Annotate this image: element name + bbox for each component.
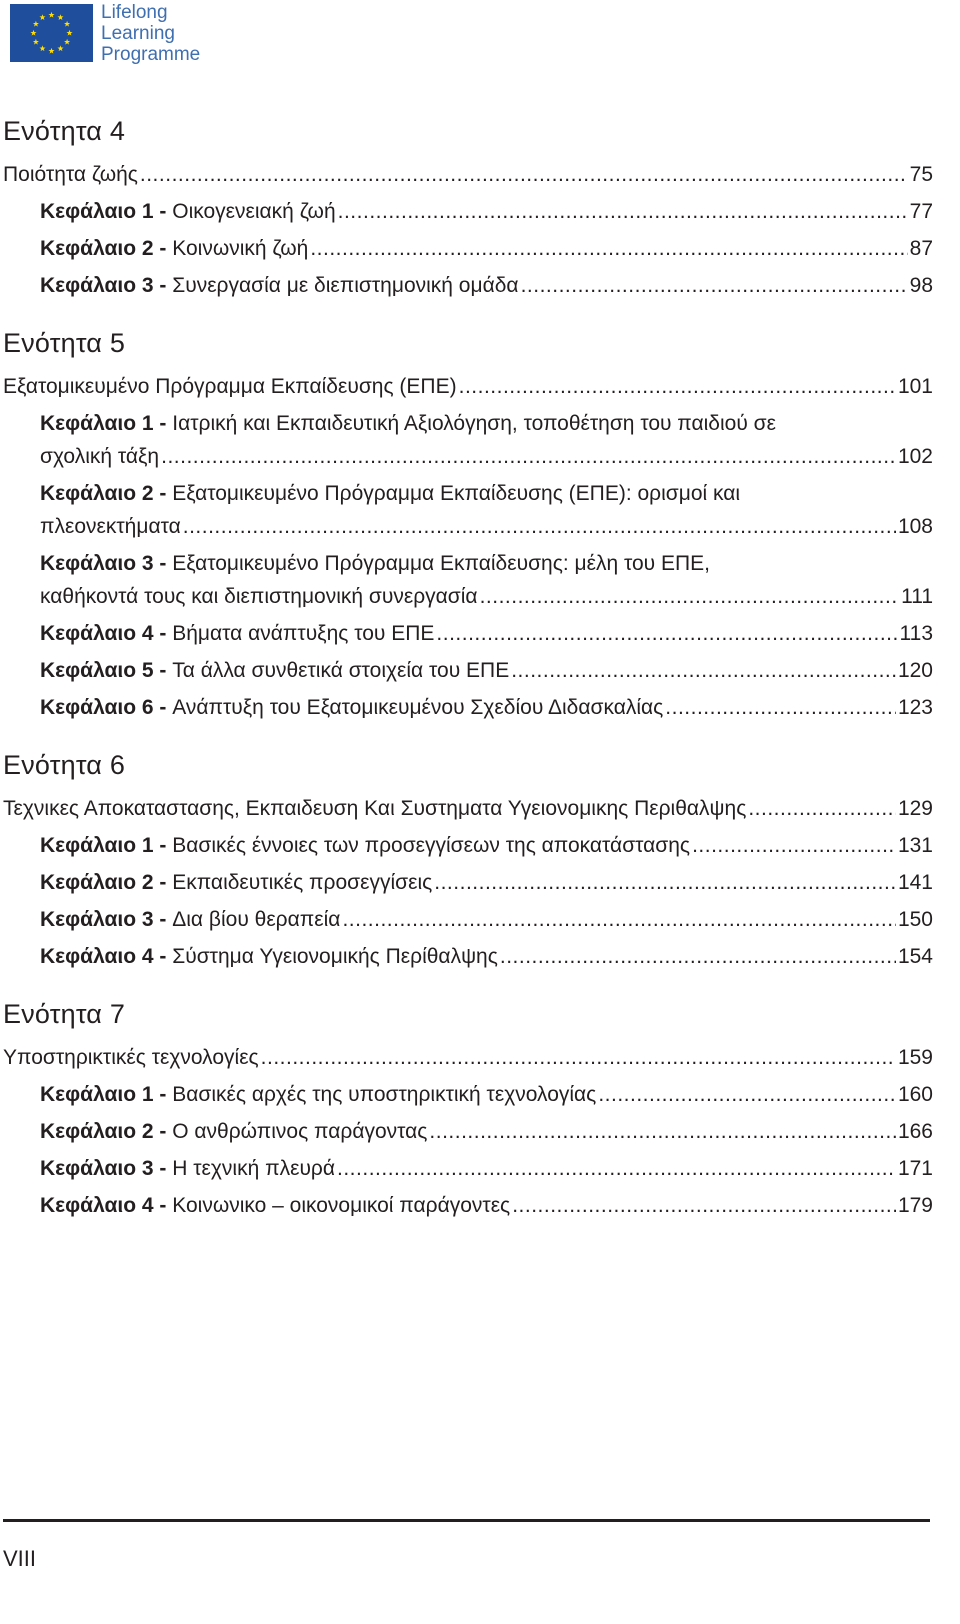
page-reference: 77 bbox=[909, 200, 933, 223]
entry-title: πλεονεκτήματα bbox=[40, 515, 181, 538]
section-title: Ενότητα 6 bbox=[3, 750, 126, 780]
toc-chapter-entry[interactable] bbox=[3, 269, 933, 302]
chapter-label: Κεφάλαιο 2 - bbox=[40, 871, 173, 894]
entry-title: Τα άλλα συνθετικά στοιχεία του ΕΠΕ bbox=[172, 659, 510, 682]
chapter-label: Κεφάλαιο 1 - bbox=[40, 412, 173, 435]
toc-chapter-entry[interactable] bbox=[3, 195, 933, 228]
lifelong-learning-logo bbox=[10, 4, 220, 66]
entry-title: Βήματα ανάπτυξης του ΕΠΕ bbox=[172, 622, 435, 645]
chapter-label: Κεφάλαιο 4 - bbox=[40, 1194, 173, 1217]
dot-leader bbox=[521, 269, 908, 302]
flag-star-icon bbox=[48, 12, 54, 18]
toc-unit-entry[interactable] bbox=[3, 370, 933, 403]
toc-unit-entry[interactable] bbox=[3, 158, 933, 191]
dot-leader bbox=[665, 691, 896, 724]
section-title: Ενότητα 5 bbox=[3, 328, 126, 358]
dot-leader bbox=[692, 829, 896, 862]
flag-star-icon bbox=[57, 45, 63, 51]
flag-star-icon bbox=[64, 39, 70, 45]
flag-star-icon bbox=[48, 48, 54, 54]
chapter-label: Κεφάλαιο 1 - bbox=[40, 200, 173, 223]
toc-chapter-entry[interactable] bbox=[3, 477, 933, 543]
toc-chapter-entry[interactable] bbox=[3, 617, 933, 650]
toc-chapter-entry[interactable] bbox=[3, 1152, 933, 1185]
entry-title: Υποστηρικτικές τεχνολογίες bbox=[3, 1046, 259, 1069]
page-reference: 120 bbox=[897, 659, 933, 682]
toc-chapter-entry[interactable] bbox=[3, 1078, 933, 1111]
dot-leader bbox=[183, 510, 896, 543]
page-reference: 159 bbox=[897, 1046, 933, 1069]
entry-title: Συνεργασία με διεπιστημονική ομάδα bbox=[172, 274, 519, 297]
flag-star-icon bbox=[66, 30, 72, 36]
page-reference: 154 bbox=[897, 945, 933, 968]
dot-leader bbox=[480, 580, 900, 613]
dot-leader bbox=[748, 792, 896, 825]
toc-chapter-entry[interactable] bbox=[3, 829, 933, 862]
entry-title: Ο ανθρώπινος παράγοντας bbox=[172, 1120, 428, 1143]
chapter-label: Κεφάλαιο 2 - bbox=[40, 237, 173, 260]
toc-chapter-entry[interactable] bbox=[3, 232, 933, 265]
dot-leader bbox=[140, 158, 908, 191]
page-reference: 166 bbox=[897, 1120, 933, 1143]
page-reference: 111 bbox=[901, 585, 933, 608]
flag-star-icon bbox=[64, 21, 70, 27]
entry-title: Εξατομικευμένο Πρόγραμμα Εκπαίδευσης (ΕΠΕ) bbox=[3, 375, 457, 398]
table-of-contents bbox=[3, 108, 933, 1240]
entry-title-line-1: Εξατομικευμένο Πρόγραμμα Εκπαίδευσης (ΕΠΕ): ορισμοί και bbox=[172, 482, 741, 505]
eu-flag-icon bbox=[10, 4, 93, 62]
page-reference: 150 bbox=[897, 908, 933, 931]
toc-chapter-entry[interactable] bbox=[3, 691, 933, 724]
toc-section bbox=[3, 742, 933, 991]
dot-leader bbox=[337, 1152, 896, 1185]
page-reference: 98 bbox=[909, 274, 933, 297]
chapter-label: Κεφάλαιο 2 - bbox=[40, 1120, 173, 1143]
programme-line-1: Lifelong bbox=[101, 2, 168, 23]
flag-star-icon bbox=[33, 39, 39, 45]
entry-title: Ποιότητα ζωής bbox=[3, 163, 138, 186]
dot-leader bbox=[310, 232, 907, 265]
dot-leader bbox=[511, 654, 896, 687]
dot-leader bbox=[434, 866, 896, 899]
dot-leader bbox=[429, 1115, 896, 1148]
dot-leader bbox=[261, 1041, 896, 1074]
chapter-label: Κεφάλαιο 3 - bbox=[40, 1157, 173, 1180]
page-reference: 171 bbox=[897, 1157, 933, 1180]
programme-name bbox=[101, 2, 200, 65]
dot-leader bbox=[342, 903, 896, 936]
section-title: Ενότητα 4 bbox=[3, 116, 126, 146]
flag-star-icon bbox=[39, 45, 45, 51]
entry-title: καθήκοντά τους και διεπιστημονική συνεργασία bbox=[40, 585, 478, 608]
dot-leader bbox=[500, 940, 896, 973]
toc-unit-entry[interactable] bbox=[3, 792, 933, 825]
programme-line-2: Learning bbox=[101, 23, 175, 44]
toc-section bbox=[3, 320, 933, 742]
chapter-label: Κεφάλαιο 1 - bbox=[40, 1083, 173, 1106]
entry-title: Κοινωνική ζωή bbox=[172, 237, 309, 260]
toc-chapter-entry[interactable] bbox=[3, 1115, 933, 1148]
entry-title: Η τεχνική πλευρά bbox=[172, 1157, 336, 1180]
toc-section bbox=[3, 108, 933, 320]
chapter-label: Κεφάλαιο 4 - bbox=[40, 622, 173, 645]
footer-divider bbox=[3, 1519, 930, 1522]
entry-title: Τεχνικες Αποκαταστασης, Εκπαιδευση Και Συστηματα Υγειονομικης Περιθαλψης bbox=[3, 797, 747, 820]
dot-leader bbox=[161, 440, 896, 473]
entry-title: Δια βίου θεραπεία bbox=[172, 908, 341, 931]
page-reference: 87 bbox=[909, 237, 933, 260]
flag-star-icon bbox=[57, 14, 63, 20]
entry-title: Ανάπτυξη του Εξατομικευμένου Σχεδίου Διδασκαλίας bbox=[172, 696, 664, 719]
page-reference: 160 bbox=[897, 1083, 933, 1106]
dot-leader bbox=[459, 370, 896, 403]
dot-leader bbox=[338, 195, 908, 228]
flag-star-icon bbox=[33, 21, 39, 27]
entry-title: Κοινωνικο – οικονομικοί παράγοντες bbox=[172, 1194, 511, 1217]
page-reference: 101 bbox=[897, 375, 933, 398]
entry-title: Βασικές αρχές της υποστηρικτική τεχνολογίας bbox=[172, 1083, 597, 1106]
toc-chapter-entry[interactable] bbox=[3, 407, 933, 473]
toc-chapter-entry[interactable] bbox=[3, 940, 933, 973]
entry-title: Βασικές έννοιες των προσεγγίσεων της αποκατάστασης bbox=[172, 834, 691, 857]
dot-leader bbox=[512, 1189, 896, 1222]
chapter-label: Κεφάλαιο 2 - bbox=[40, 482, 173, 505]
entry-title: σχολική τάξη bbox=[40, 445, 160, 468]
toc-chapter-entry[interactable] bbox=[3, 866, 933, 899]
dot-leader bbox=[436, 617, 897, 650]
flag-star-icon bbox=[30, 30, 36, 36]
page-reference: 131 bbox=[897, 834, 933, 857]
entry-title-line-1: Εξατομικευμένο Πρόγραμμα Εκπαίδευσης: μέλη του ΕΠΕ, bbox=[172, 552, 710, 575]
section-title: Ενότητα 7 bbox=[3, 999, 126, 1029]
programme-line-3: Programme bbox=[101, 44, 201, 65]
toc-chapter-entry[interactable] bbox=[3, 1189, 933, 1222]
chapter-label: Κεφάλαιο 1 - bbox=[40, 834, 173, 857]
toc-chapter-entry[interactable] bbox=[3, 903, 933, 936]
page-reference: 123 bbox=[897, 696, 933, 719]
page-reference: 179 bbox=[897, 1194, 933, 1217]
page-reference: 75 bbox=[909, 163, 933, 186]
toc-chapter-entry[interactable] bbox=[3, 654, 933, 687]
chapter-label: Κεφάλαιο 3 - bbox=[40, 274, 173, 297]
entry-title: Εκπαιδευτικές προσεγγίσεις bbox=[172, 871, 433, 894]
entry-title: Οικογενειακή ζωή bbox=[172, 200, 336, 223]
dot-leader bbox=[598, 1078, 896, 1111]
toc-section bbox=[3, 991, 933, 1240]
entry-title-line-1: Ιατρική και Εκπαιδευτική Αξιολόγηση, τοποθέτηση του παιδιού σε bbox=[172, 412, 776, 435]
chapter-label: Κεφάλαιο 6 - bbox=[40, 696, 173, 719]
flag-star-icon bbox=[39, 14, 45, 20]
toc-unit-entry[interactable] bbox=[3, 1041, 933, 1074]
page-reference: 102 bbox=[897, 445, 933, 468]
page-reference: 113 bbox=[899, 622, 933, 645]
chapter-label: Κεφάλαιο 5 - bbox=[40, 659, 173, 682]
chapter-label: Κεφάλαιο 3 - bbox=[40, 908, 173, 931]
entry-title: Σύστημα Υγειονομικής Περίθαλψης bbox=[172, 945, 498, 968]
page-number: VIII bbox=[3, 1546, 37, 1571]
chapter-label: Κεφάλαιο 3 - bbox=[40, 552, 173, 575]
chapter-label: Κεφάλαιο 4 - bbox=[40, 945, 173, 968]
page-reference: 108 bbox=[897, 515, 933, 538]
toc-chapter-entry[interactable] bbox=[3, 547, 933, 613]
page-reference: 141 bbox=[897, 871, 933, 894]
page-reference: 129 bbox=[897, 797, 933, 820]
